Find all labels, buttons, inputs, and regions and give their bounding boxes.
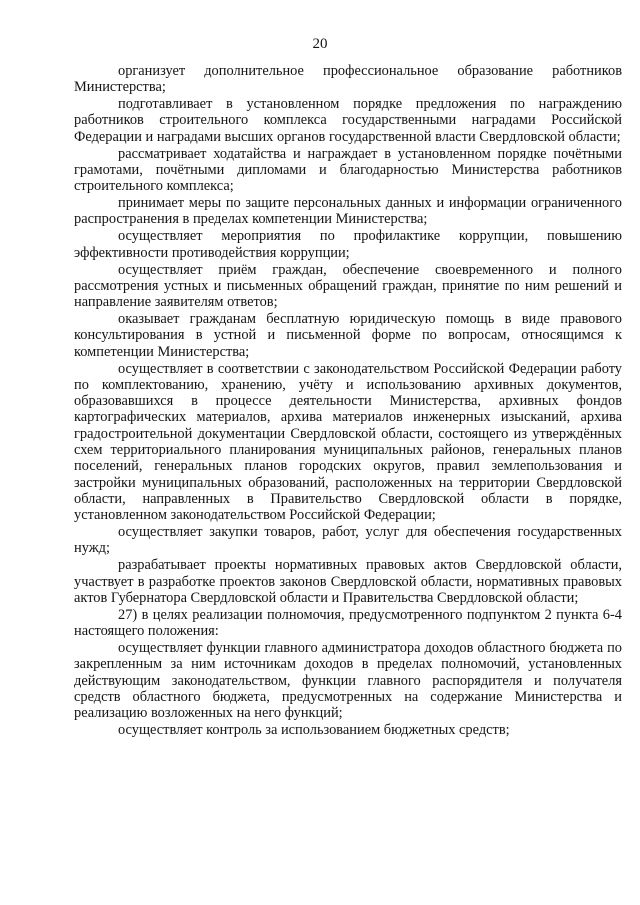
- paragraph: принимает меры по защите персональных данных и информации ограниченного распространения в пределах компетенции Министерства;: [74, 195, 622, 228]
- paragraph: осуществляет приём граждан, обеспечение своевременного и полного рассмотрения устных и письменных обращений граждан, принятие по ним решений и направление заявителям ответов;: [74, 261, 622, 311]
- subpoint-heading: 27) в целях реализации полномочия, предусмотренного подпунктом 2 пункта 6-4 настоящего положения:: [74, 606, 622, 640]
- paragraph: подготавливает в установленном порядке предложения по награждению работников строительного комплекса государственными наградами Российской Федерации и наградами высших органов государственной власти Свердловской области;: [74, 96, 622, 145]
- paragraph: организует дополнительное профессиональное образование работников Министерства;: [74, 63, 622, 96]
- paragraph: осуществляет закупки товаров, работ, услуг для обеспечения государственных нужд;: [74, 524, 622, 557]
- paragraph: осуществляет в соответствии с законодательством Российской Федерации работу по комплектованию, хранению, учёту и использованию архивных документов, образовавшихся в процессе деятельности Министерства, архивных фондов картографических материалов, архива материалов инженерных изысканий, архива градостроительной документации Свердловской области, состоящего из утверждённых схем территориального планирования муниципальных районов, генеральных планов поселений, генеральных планов городских округов, правил землепользования и застройки муниципальных образований, расположенных на территории Свердловской области, направленных в Правительство Свердловской области в порядке, установленном законодательством Российской Федерации;: [74, 360, 622, 524]
- paragraph: разрабатывает проекты нормативных правовых актов Свердловской области, участвует в разработке проектов законов Свердловской области, нормативных правовых актов Губернатора Свердловской области и Правительства Свердловской области;: [74, 557, 622, 606]
- paragraph: осуществляет контроль за использованием бюджетных средств;: [118, 722, 510, 738]
- paragraph: рассматривает ходатайства и награждает в установленном порядке почётными грамотами, почётными дипломами и благодарностью Министерства работников строительного комплекса;: [74, 145, 622, 195]
- paragraph: оказывает гражданам бесплатную юридическую помощь в виде правового консультирования в устной и письменной форме по вопросам, относящимся к компетенции Министерства;: [74, 311, 622, 360]
- page-number: 20: [312, 36, 328, 52]
- paragraph: осуществляет функции главного администратора доходов областного бюджета по закрепленным за ним источникам доходов в пределах полномочий, установленных действующим законодательством, функции главного распорядителя и получателя средств областного бюджета, предусмотренных на содержание Министерства и реализацию возложенных на него функций;: [74, 639, 622, 722]
- document-body: [74, 63, 622, 739]
- paragraph: осуществляет мероприятия по профилактике коррупции, повышению эффективности противодействия коррупции;: [74, 228, 622, 261]
